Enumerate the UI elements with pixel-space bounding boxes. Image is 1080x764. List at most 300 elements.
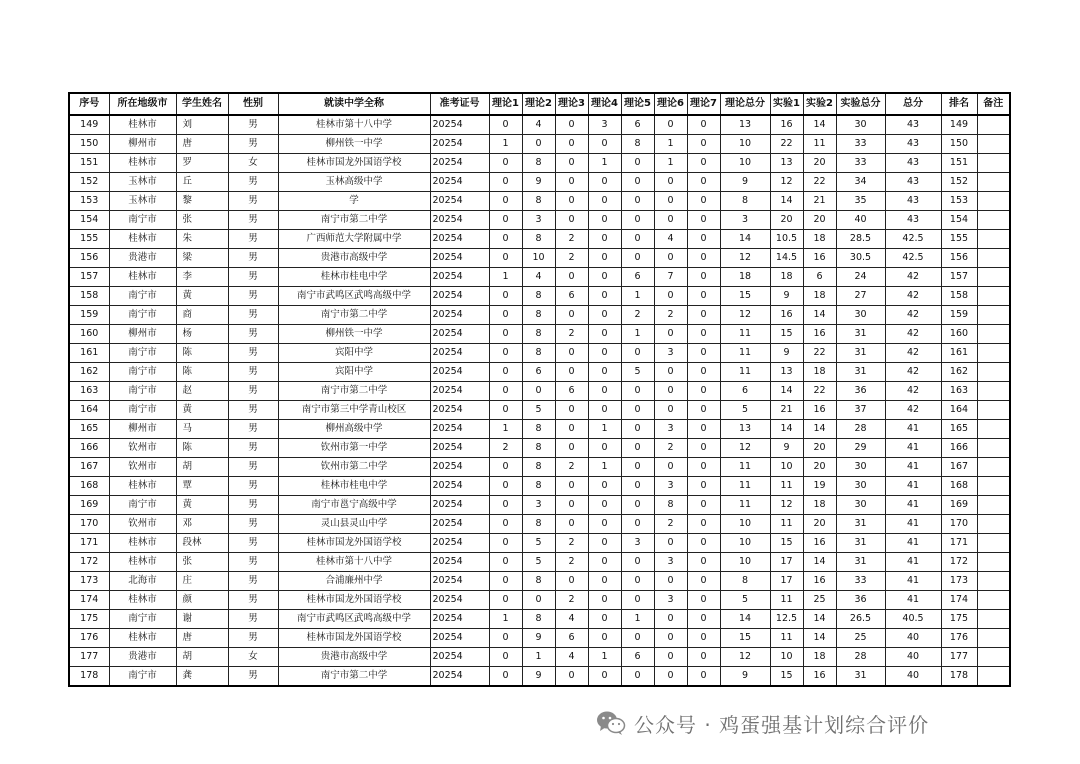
table-cell: 桂林市 <box>109 477 176 496</box>
table-cell: 158 <box>69 287 109 306</box>
table-cell: 1 <box>588 420 621 439</box>
table-row <box>69 401 1010 420</box>
table-cell: 20254 <box>430 249 489 268</box>
watermark-text: 公众号 · 鸡蛋强基计划综合评价 <box>634 712 930 737</box>
table-cell: 14 <box>803 420 836 439</box>
table-cell: 40.5 <box>885 610 941 629</box>
table-cell: 12 <box>770 496 803 515</box>
table-cell: 0 <box>621 344 654 363</box>
table-cell: 0 <box>588 610 621 629</box>
table-cell <box>977 667 1010 687</box>
table-cell: 3 <box>654 553 687 572</box>
table-cell: 男 <box>228 534 278 553</box>
table-cell: 1 <box>588 458 621 477</box>
table-cell: 21 <box>803 192 836 211</box>
table-cell: 0 <box>555 344 588 363</box>
table-cell: 164 <box>941 401 977 420</box>
table-cell: 0 <box>489 230 522 249</box>
table-cell: 161 <box>69 344 109 363</box>
table-cell: 0 <box>654 610 687 629</box>
table-cell: 0 <box>687 154 720 173</box>
table-row <box>69 287 1010 306</box>
table-cell: 0 <box>588 249 621 268</box>
table-cell: 0 <box>555 173 588 192</box>
table-cell: 176 <box>941 629 977 648</box>
table-cell: 0 <box>621 420 654 439</box>
table-cell: 0 <box>687 439 720 458</box>
table-cell: 16 <box>803 401 836 420</box>
table-cell: 6 <box>555 382 588 401</box>
table-cell: 20 <box>803 154 836 173</box>
table-cell <box>977 211 1010 230</box>
table-cell: 11 <box>770 515 803 534</box>
table-cell: 41 <box>885 458 941 477</box>
table-cell: 21 <box>770 401 803 420</box>
table-cell: 20254 <box>430 173 489 192</box>
table-cell: 20254 <box>430 572 489 591</box>
table-cell: 151 <box>69 154 109 173</box>
table-cell: 0 <box>588 344 621 363</box>
table-cell: 153 <box>69 192 109 211</box>
table-cell: 27 <box>836 287 885 306</box>
table-cell: 南宁市 <box>109 344 176 363</box>
table-cell: 5 <box>720 591 770 610</box>
table-cell: 0 <box>555 115 588 135</box>
table-row <box>69 572 1010 591</box>
table-cell: 6 <box>720 382 770 401</box>
table-cell: 20254 <box>430 610 489 629</box>
table-cell: 42.5 <box>885 249 941 268</box>
table-cell: 43 <box>885 173 941 192</box>
table-cell: 41 <box>885 420 941 439</box>
table-cell: 8 <box>522 515 555 534</box>
table-cell: 2 <box>555 553 588 572</box>
table-cell: 钦州市第二中学 <box>278 458 430 477</box>
table-cell: 唐 <box>176 629 228 648</box>
table-cell: 20254 <box>430 154 489 173</box>
table-cell: 陈 <box>176 439 228 458</box>
table-cell: 159 <box>941 306 977 325</box>
table-cell: 11 <box>720 496 770 515</box>
table-cell: 0 <box>489 325 522 344</box>
table-cell: 9 <box>522 629 555 648</box>
table-cell: 37 <box>836 401 885 420</box>
table-cell: 男 <box>228 515 278 534</box>
table-cell: 桂林市 <box>109 629 176 648</box>
table-cell: 丘 <box>176 173 228 192</box>
table-cell: 赵 <box>176 382 228 401</box>
table-cell: 8 <box>522 344 555 363</box>
table-cell: 8 <box>522 610 555 629</box>
table-cell: 0 <box>588 230 621 249</box>
column-header: 就读中学全称 <box>278 93 430 115</box>
table-cell: 南宁市 <box>109 306 176 325</box>
table-cell: 18 <box>803 496 836 515</box>
table-cell: 1 <box>489 135 522 154</box>
table-cell: 张 <box>176 211 228 230</box>
table-cell: 167 <box>69 458 109 477</box>
table-cell: 男 <box>228 382 278 401</box>
table-cell <box>977 173 1010 192</box>
table-cell: 43 <box>885 154 941 173</box>
table-cell: 刘 <box>176 115 228 135</box>
table-cell: 18 <box>803 648 836 667</box>
table-cell: 0 <box>621 173 654 192</box>
table-cell: 灵山县灵山中学 <box>278 515 430 534</box>
column-header: 学生姓名 <box>176 93 228 115</box>
column-header: 总分 <box>885 93 941 115</box>
table-cell: 9 <box>770 439 803 458</box>
table-cell <box>977 534 1010 553</box>
table-row <box>69 553 1010 572</box>
table-cell: 0 <box>687 420 720 439</box>
table-cell: 0 <box>588 287 621 306</box>
table-cell: 14 <box>720 610 770 629</box>
table-cell: 10 <box>720 515 770 534</box>
table-cell: 14 <box>803 115 836 135</box>
table-cell: 0 <box>555 572 588 591</box>
table-cell: 163 <box>69 382 109 401</box>
table-cell <box>977 610 1010 629</box>
table-cell: 3 <box>654 420 687 439</box>
table-cell: 7 <box>654 268 687 287</box>
wechat-icon <box>596 710 626 736</box>
table-cell: 170 <box>941 515 977 534</box>
table-cell: 20254 <box>430 192 489 211</box>
table-cell: 0 <box>489 344 522 363</box>
table-cell: 0 <box>621 192 654 211</box>
table-cell: 0 <box>588 534 621 553</box>
table-cell: 22 <box>770 135 803 154</box>
table-cell: 桂林市国龙外国语学校 <box>278 591 430 610</box>
table-cell: 173 <box>941 572 977 591</box>
table-cell: 0 <box>654 401 687 420</box>
table-cell: 南宁市 <box>109 363 176 382</box>
table-cell: 10 <box>720 534 770 553</box>
table-cell: 173 <box>69 572 109 591</box>
table-cell: 张 <box>176 553 228 572</box>
table-cell: 9 <box>770 287 803 306</box>
column-header: 实验2 <box>803 93 836 115</box>
table-cell: 20254 <box>430 477 489 496</box>
table-cell <box>977 629 1010 648</box>
table-cell: 0 <box>489 306 522 325</box>
table-cell: 朱 <box>176 230 228 249</box>
table-cell: 桂林市 <box>109 591 176 610</box>
table-cell: 15 <box>720 629 770 648</box>
table-cell: 35 <box>836 192 885 211</box>
table-cell: 8 <box>522 420 555 439</box>
table-cell: 29 <box>836 439 885 458</box>
table-cell: 0 <box>687 230 720 249</box>
column-header: 排名 <box>941 93 977 115</box>
table-cell: 13 <box>770 363 803 382</box>
table-cell: 0 <box>687 572 720 591</box>
table-cell: 男 <box>228 629 278 648</box>
table-cell <box>977 439 1010 458</box>
table-cell: 14 <box>803 553 836 572</box>
table-row <box>69 230 1010 249</box>
table-cell: 贵港市 <box>109 249 176 268</box>
table-cell: 2 <box>621 306 654 325</box>
table-cell: 梁 <box>176 249 228 268</box>
table-cell: 0 <box>588 363 621 382</box>
table-cell: 0 <box>654 211 687 230</box>
table-cell: 南宁市邕宁高级中学 <box>278 496 430 515</box>
table-cell: 1 <box>654 135 687 154</box>
table-cell: 20254 <box>430 439 489 458</box>
table-cell: 169 <box>941 496 977 515</box>
table-cell: 0 <box>621 249 654 268</box>
table-row <box>69 268 1010 287</box>
table-cell: 0 <box>621 230 654 249</box>
table-cell: 14 <box>803 306 836 325</box>
table-cell: 20 <box>803 211 836 230</box>
table-cell: 0 <box>489 154 522 173</box>
table-cell: 11 <box>720 477 770 496</box>
table-row <box>69 135 1010 154</box>
table-cell: 149 <box>941 115 977 135</box>
table-cell <box>977 268 1010 287</box>
table-cell: 0 <box>588 325 621 344</box>
table-cell: 26.5 <box>836 610 885 629</box>
table-cell: 黄 <box>176 401 228 420</box>
table-cell: 3 <box>588 115 621 135</box>
table-cell: 0 <box>654 667 687 687</box>
table-cell: 0 <box>489 287 522 306</box>
table-cell: 4 <box>522 268 555 287</box>
table-cell: 149 <box>69 115 109 135</box>
table-cell: 男 <box>228 439 278 458</box>
table-cell: 南宁市 <box>109 211 176 230</box>
table-cell: 0 <box>687 344 720 363</box>
table-cell: 0 <box>588 496 621 515</box>
table-cell: 唐 <box>176 135 228 154</box>
table-cell: 0 <box>489 173 522 192</box>
table-cell: 南宁市 <box>109 401 176 420</box>
table-row <box>69 629 1010 648</box>
table-cell: 14 <box>720 230 770 249</box>
table-cell: 0 <box>555 211 588 230</box>
table-row <box>69 154 1010 173</box>
table-cell: 43 <box>885 115 941 135</box>
table-cell: 合浦廉州中学 <box>278 572 430 591</box>
table-cell: 柳州市 <box>109 135 176 154</box>
table-cell: 0 <box>588 515 621 534</box>
table-cell: 贵港市高级中学 <box>278 648 430 667</box>
table-cell: 桂林市 <box>109 230 176 249</box>
table-cell: 0 <box>489 553 522 572</box>
table-cell: 155 <box>69 230 109 249</box>
table-cell: 20254 <box>430 458 489 477</box>
table-cell: 0 <box>654 249 687 268</box>
table-cell: 玉林市 <box>109 192 176 211</box>
table-cell: 8 <box>522 325 555 344</box>
table-row <box>69 115 1010 135</box>
table-cell: 8 <box>720 192 770 211</box>
table-cell: 男 <box>228 477 278 496</box>
table-cell: 0 <box>522 591 555 610</box>
table-cell: 男 <box>228 135 278 154</box>
table-cell: 0 <box>489 629 522 648</box>
table-cell <box>977 115 1010 135</box>
table-cell: 0 <box>687 534 720 553</box>
table-cell: 20254 <box>430 344 489 363</box>
table-cell: 0 <box>687 192 720 211</box>
table-cell: 1 <box>621 325 654 344</box>
table-cell: 160 <box>69 325 109 344</box>
table-cell: 9 <box>720 173 770 192</box>
table-cell: 0 <box>555 477 588 496</box>
table-cell: 28.5 <box>836 230 885 249</box>
table-cell: 0 <box>687 325 720 344</box>
table-cell: 9 <box>770 344 803 363</box>
column-header: 理论总分 <box>720 93 770 115</box>
column-header: 性别 <box>228 93 278 115</box>
table-cell: 161 <box>941 344 977 363</box>
table-row <box>69 496 1010 515</box>
table-cell: 160 <box>941 325 977 344</box>
table-cell: 0 <box>588 667 621 687</box>
table-cell: 164 <box>69 401 109 420</box>
table-cell: 南宁市第二中学 <box>278 306 430 325</box>
table-cell: 14.5 <box>770 249 803 268</box>
table-cell: 156 <box>941 249 977 268</box>
table-cell: 0 <box>555 515 588 534</box>
table-cell: 3 <box>522 211 555 230</box>
table-cell: 12 <box>770 173 803 192</box>
table-cell: 0 <box>687 115 720 135</box>
score-table <box>68 92 1011 687</box>
table-cell: 黄 <box>176 496 228 515</box>
table-cell: 15 <box>770 534 803 553</box>
table-cell: 柳州市 <box>109 325 176 344</box>
table-cell: 1 <box>489 268 522 287</box>
table-cell <box>977 344 1010 363</box>
table-cell: 马 <box>176 420 228 439</box>
table-cell: 谢 <box>176 610 228 629</box>
table-cell: 12 <box>720 249 770 268</box>
table-cell: 20254 <box>430 515 489 534</box>
table-cell: 0 <box>687 591 720 610</box>
table-cell: 8 <box>522 439 555 458</box>
table-cell: 3 <box>654 344 687 363</box>
watermark <box>596 708 929 738</box>
table-cell: 9 <box>720 667 770 687</box>
column-header: 理论4 <box>588 93 621 115</box>
table-cell: 9 <box>522 173 555 192</box>
table-body <box>69 115 1010 686</box>
table-cell: 0 <box>654 325 687 344</box>
table-cell: 163 <box>941 382 977 401</box>
table-cell: 11 <box>720 363 770 382</box>
table-cell: 10 <box>522 249 555 268</box>
table-cell: 0 <box>654 115 687 135</box>
table-cell: 20 <box>770 211 803 230</box>
table-cell: 15 <box>770 325 803 344</box>
table-cell: 0 <box>588 591 621 610</box>
table-cell: 南宁市第三中学青山校区 <box>278 401 430 420</box>
table-row <box>69 211 1010 230</box>
table-cell: 162 <box>941 363 977 382</box>
table-cell: 0 <box>687 401 720 420</box>
table-row <box>69 458 1010 477</box>
table-cell: 0 <box>489 249 522 268</box>
table-cell: 169 <box>69 496 109 515</box>
table-cell: 11 <box>770 591 803 610</box>
table-cell: 31 <box>836 325 885 344</box>
table-cell: 10 <box>720 154 770 173</box>
table-cell: 30 <box>836 306 885 325</box>
table-cell: 0 <box>687 458 720 477</box>
table-cell: 贵港市高级中学 <box>278 249 430 268</box>
table-cell: 0 <box>555 192 588 211</box>
table-cell <box>977 591 1010 610</box>
table-cell: 175 <box>941 610 977 629</box>
table-cell: 0 <box>555 667 588 687</box>
table-cell: 42 <box>885 363 941 382</box>
table-cell: 4 <box>522 115 555 135</box>
table-cell: 宾阳中学 <box>278 344 430 363</box>
column-header: 理论2 <box>522 93 555 115</box>
table-cell: 0 <box>588 382 621 401</box>
table-cell: 女 <box>228 648 278 667</box>
table-cell: 桂林市第十八中学 <box>278 553 430 572</box>
table-cell <box>977 458 1010 477</box>
table-cell: 段林 <box>176 534 228 553</box>
table-cell: 颜 <box>176 591 228 610</box>
table-cell <box>977 135 1010 154</box>
table-cell: 16 <box>803 249 836 268</box>
table-cell: 0 <box>588 439 621 458</box>
table-cell: 5 <box>621 363 654 382</box>
table-cell: 0 <box>687 268 720 287</box>
table-cell: 南宁市第二中学 <box>278 211 430 230</box>
table-cell <box>977 230 1010 249</box>
table-cell: 5 <box>522 553 555 572</box>
table-cell: 0 <box>621 154 654 173</box>
table-cell: 13 <box>720 115 770 135</box>
table-cell: 钦州市第一中学 <box>278 439 430 458</box>
table-cell: 31 <box>836 344 885 363</box>
table-cell <box>977 192 1010 211</box>
table-cell: 18 <box>803 363 836 382</box>
table-cell: 0 <box>588 135 621 154</box>
table-cell: 19 <box>803 477 836 496</box>
table-cell: 2 <box>654 439 687 458</box>
table-cell <box>977 572 1010 591</box>
table-row <box>69 591 1010 610</box>
table-cell: 男 <box>228 458 278 477</box>
table-cell: 16 <box>803 534 836 553</box>
table-cell: 桂林市国龙外国语学校 <box>278 534 430 553</box>
table-cell: 桂林市 <box>109 534 176 553</box>
table-cell: 0 <box>621 477 654 496</box>
table-cell: 31 <box>836 534 885 553</box>
table-cell: 41 <box>885 553 941 572</box>
table-cell: 0 <box>621 572 654 591</box>
table-row <box>69 515 1010 534</box>
table-cell: 177 <box>941 648 977 667</box>
table-cell: 男 <box>228 173 278 192</box>
table-cell: 31 <box>836 667 885 687</box>
table-cell: 5 <box>522 401 555 420</box>
table-cell: 广西师范大学附属中学 <box>278 230 430 249</box>
table-cell: 10 <box>720 553 770 572</box>
table-cell: 0 <box>654 287 687 306</box>
table-cell: 42 <box>885 268 941 287</box>
table-cell: 11 <box>720 458 770 477</box>
